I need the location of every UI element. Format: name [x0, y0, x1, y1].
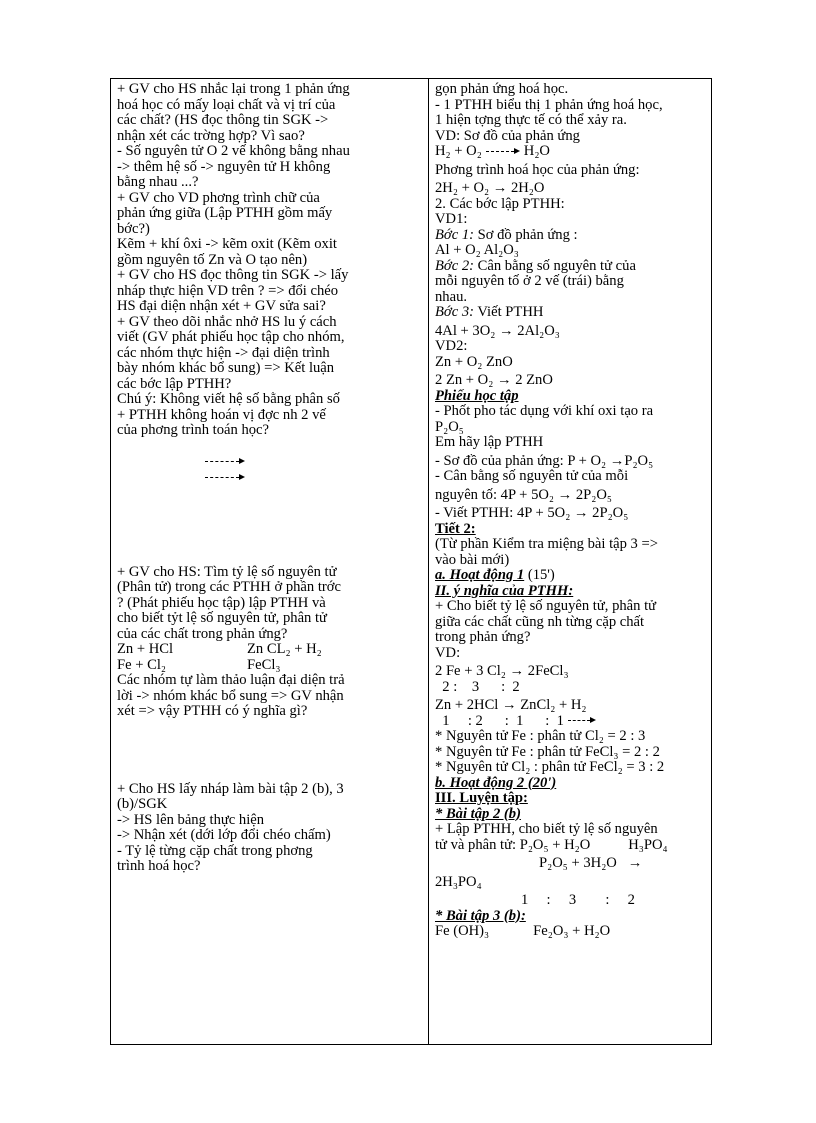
- text-line: các nhóm thực hiện -> đại diện trình: [117, 344, 330, 361]
- text-line: trong phản ứng?: [435, 629, 531, 645]
- text-line: - Tỷ lệ từng cặp chất trong phơng: [117, 842, 313, 859]
- equation-line: Fe (OH)₃ Fe₂O₃ + H₂O: [435, 923, 611, 939]
- text-line: VD1:: [435, 211, 468, 227]
- text-line: mỗi nguyên tố ở 2 vế (trái) bằng: [435, 273, 624, 289]
- text-line: Em hãy lập PTHH: [435, 434, 544, 450]
- text-line: viết (GV phát phiếu học tập cho nhóm,: [117, 329, 345, 345]
- text-line: + GV cho HS nhắc lại trong 1 phản ứng: [117, 81, 350, 97]
- ratio-line: 2 : 3 : 2: [435, 678, 520, 695]
- text-line: - Phốt pho tác dụng với khí oxi tạo ra: [435, 403, 654, 419]
- text-line: giữa các chất cũng nh từng cặp chất: [435, 613, 645, 630]
- ratio-line: 1 : 2 : 1 : 1: [435, 714, 709, 730]
- text-line: + PTHH không hoán vị đợc nh 2 vế: [117, 406, 326, 423]
- text-line: + GV cho HS đọc thông tin SGK -> lấy: [117, 267, 349, 283]
- text-line: của phơng trình toán học?: [117, 422, 269, 438]
- text-line: + GV cho HS: Tìm tỷ lệ số nguyên tử: [117, 563, 337, 580]
- equation-line: 2 Fe + 3 Cl₂ → 2FeCl₃: [435, 663, 569, 679]
- equation-line: Al + O₂ Al₂O₃: [435, 242, 519, 258]
- equation-line: 2H₂ + O₂ → 2H₂O: [435, 180, 545, 196]
- activity-block-3: [117, 673, 423, 720]
- step-line: Bớc 2: Cân bằng số nguyên tử của: [435, 257, 636, 274]
- text-line: 2. Các bớc lập PTHH:: [435, 195, 565, 212]
- activity-block-4: [117, 782, 423, 875]
- text-line: các bớc lập PTHH?: [117, 375, 232, 392]
- equation-line: Fe + Cl₂ FeCl₃: [117, 656, 281, 673]
- equation-line: 4Al + 3O₂ → 2Al₂O₃: [435, 322, 560, 339]
- text-line: VD2:: [435, 338, 468, 354]
- section-heading: Tiết 2:: [435, 520, 476, 537]
- text-line: (Từ phần Kiểm tra miệng bài tập 3 =>: [435, 536, 658, 552]
- text-line: (b)/SGK: [117, 796, 168, 812]
- equation-line: - Viết PTHH: 4P + 5O₂ → 2P₂O₅: [435, 505, 629, 521]
- equation-line: 2H₃PO₄: [435, 873, 482, 890]
- text-line: phản ứng giữa (Lập PTHH gồm mấy: [117, 205, 333, 221]
- equation-line: - Sơ đồ của phản ứng: P + O₂ →P₂O₅: [435, 452, 654, 469]
- text-line: bằng nhau ...?: [117, 174, 199, 190]
- text-line: bày nhóm khác bổ sung) => Kết luận: [117, 360, 335, 376]
- equation-line: 2 Zn + O₂ → 2 ZnO: [435, 372, 553, 388]
- text-line: bớc?): [117, 220, 150, 237]
- text-line: - Cân bằng số nguyên tử của mỗi: [435, 468, 629, 484]
- dashed-arrow-icon: [205, 473, 245, 483]
- text-line: trình hoá học?: [117, 858, 201, 874]
- equation-line: tử và phân tử: P₂O₅ + H₂O H₃PO₄: [435, 836, 668, 853]
- text-line: P₂O₅: [435, 418, 464, 435]
- text-line: các chất? (HS đọc thông tin SGK ->: [117, 112, 329, 128]
- equation-line: Zn + O₂ ZnO: [435, 353, 513, 370]
- ratio-line: * Nguyên tử Cl₂ : phân tử FeCl₂ = 3 : 2: [435, 759, 665, 775]
- equation-line: Zn + HCl Zn CL₂ + H₂: [117, 641, 322, 657]
- equation-line: nguyên tố: 4P + 5O₂ → 2P₂O₅: [435, 486, 613, 503]
- text-line: -> thêm hệ số -> nguyên tử H không: [117, 158, 331, 175]
- text-line: -> Nhận xét (dới lớp đổi chéo chấm): [117, 827, 331, 843]
- text-line: Các nhóm tự làm thảo luận đại diện trả: [117, 672, 345, 688]
- dashed-arrow-icon: [568, 716, 596, 726]
- text-line: Kẽm + khí ôxi -> kẽm oxit (Kẽm oxit: [117, 236, 337, 252]
- content-column: [435, 82, 709, 940]
- text-line: VD:: [435, 644, 461, 661]
- text-line: Phơng trình hoá học của phản ứng:: [435, 161, 640, 178]
- text-line: gồm nguyên tố Zn và O tạo nên): [117, 251, 308, 268]
- activity-block-2: [117, 565, 423, 643]
- text-line: lời -> nhóm khác bổ sung => GV nhận: [117, 687, 344, 704]
- section-heading: b. Hoạt động 2 (20'): [435, 774, 557, 791]
- ratio-line: * Nguyên tử Fe : phân tử FeCl₃ = 2 : 2: [435, 743, 660, 760]
- text-line: vào bài mới): [435, 551, 510, 568]
- equation-line: H₂ + O₂ H₂O: [435, 143, 550, 159]
- text-line: + GV theo dõi nhắc nhở HS lu ý cách: [117, 313, 337, 330]
- text-line: nhau.: [435, 288, 468, 305]
- ratio-line: 1 : 3 : 2: [521, 892, 635, 908]
- text-line: + Cho HS lấy nháp làm bài tập 2 (b), 3: [117, 780, 344, 797]
- column-divider: [428, 79, 429, 1044]
- text-line: - Số nguyên tử O 2 vế không bằng nhau: [117, 143, 350, 159]
- text-line: của các chất trong phản ứng?: [117, 625, 288, 642]
- section-heading: II. ý nghĩa của PTHH:: [435, 582, 574, 599]
- text-line: gọn phản ứng hoá học.: [435, 81, 569, 97]
- lesson-table: [110, 78, 712, 1045]
- dashed-arrow-icon: [486, 147, 520, 157]
- step-line: Bớc 1: Sơ đồ phản ứng :: [435, 226, 578, 243]
- equation-line: Zn + 2HCl → ZnCl₂ + H₂: [435, 697, 587, 713]
- dashed-arrow-icon: [205, 457, 245, 467]
- text-line: ? (Phát phiếu học tập) lập PTHH và: [117, 594, 326, 611]
- section-heading: a. Hoạt động 1 (15'): [435, 567, 555, 583]
- text-line: Chú ý: Không viết hệ số bằng phân số: [117, 391, 340, 407]
- section-heading: Phiếu học tập: [435, 387, 519, 404]
- exercise-heading: * Bài tập 2 (b): [435, 805, 521, 822]
- text-line: cho biết tỷt lệ số nguyên tử, phân tử: [117, 610, 327, 626]
- teacher-activities-column: [117, 82, 423, 875]
- exercise-heading: * Bài tập 3 (b):: [435, 907, 526, 924]
- text-line: (Phân tử) trong các PTHH ở phần trớc: [117, 579, 341, 595]
- text-line: -> HS lên bảng thực hiện: [117, 811, 265, 828]
- text-line: hoá học có mấy loại chất và vị trí của: [117, 96, 336, 113]
- section-heading: III. Luyện tập:: [435, 790, 528, 806]
- text-line: + Lập PTHH, cho biết tỷ lệ số nguyên: [435, 821, 658, 837]
- ratio-line: * Nguyên tử Fe : phân tử Cl₂ = 2 : 3: [435, 728, 646, 744]
- equation-line: P₂O₅ + 3H₂O →: [539, 855, 643, 871]
- text-line: xét => vậy PTHH có ý nghĩa gì?: [117, 703, 308, 719]
- text-line: + GV cho VD phơng trình chữ của: [117, 189, 320, 206]
- text-line: nhận xét các trờng hợp? Vì sao?: [117, 127, 305, 144]
- activity-block-1: [117, 82, 423, 439]
- step-line: Bớc 3: Viết PTHH: [435, 304, 544, 320]
- text-line: nháp thực hiện VD trên ? => đổi chéo: [117, 282, 339, 299]
- text-line: 1 hiện tợng thực tế có thể xảy ra.: [435, 112, 627, 128]
- text-line: - 1 PTHH biểu thị 1 phản ứng hoá học,: [435, 96, 663, 113]
- text-line: + Cho biết tỷ lệ số nguyên tử, phân tử: [435, 598, 657, 614]
- text-line: HS đại diện nhận xét + GV sửa sai?: [117, 298, 326, 314]
- text-line: VD: Sơ đồ của phản ứng: [435, 127, 580, 144]
